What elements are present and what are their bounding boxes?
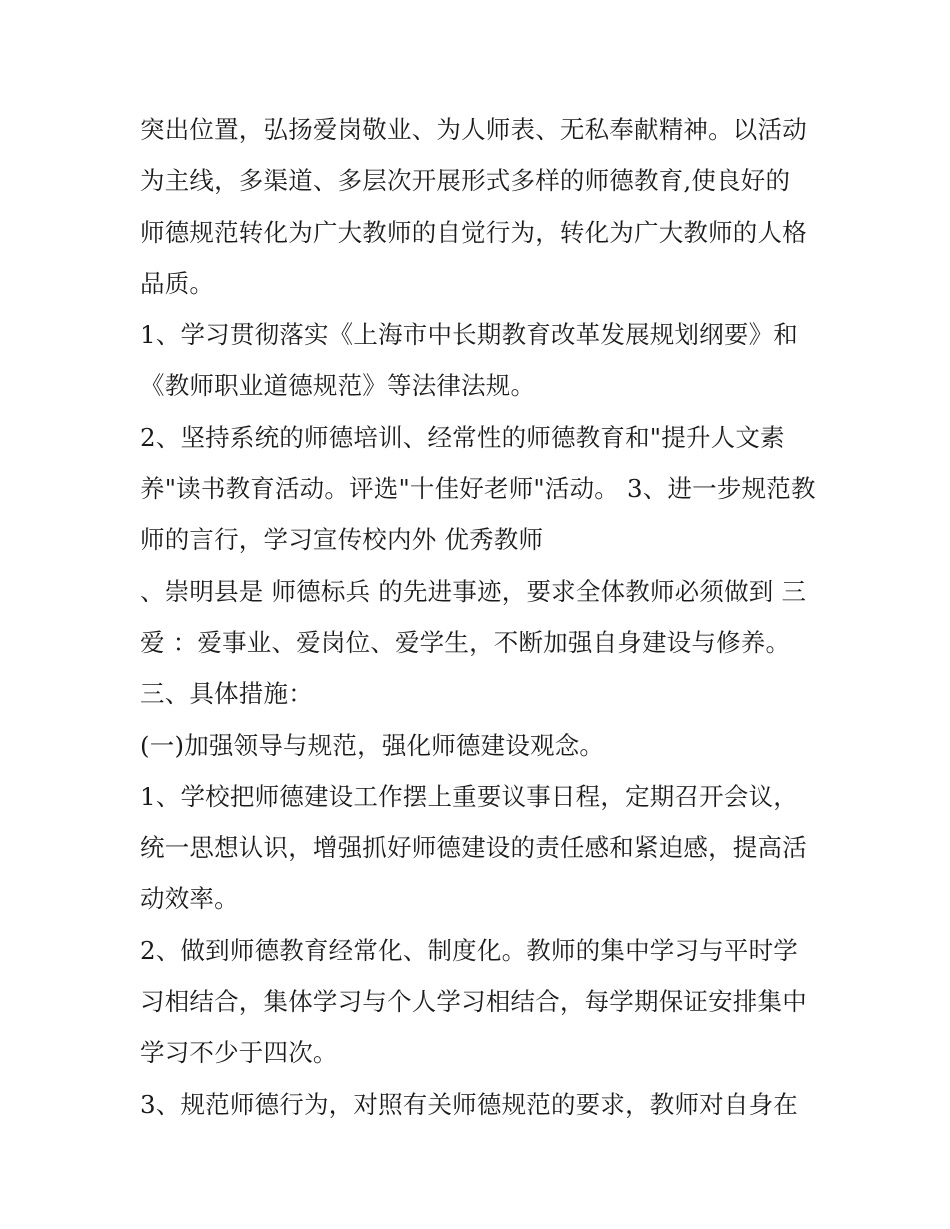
text-line: 为主线，多渠道、多层次开展形式多样的师德教育,使良好的 [140, 166, 791, 196]
text-line: 养"读书教育活动。评选"十佳好老师"活动。 3、进一步规范教 [140, 474, 816, 504]
document-body [140, 104, 830, 1130]
section-heading: 三、具体措施： [140, 679, 313, 709]
text-line: 习相结合，集体学习与个人学习相结合，每学期保证安排集中 [140, 987, 807, 1017]
text-line: 、崇明县是 师德标兵 的先进事迹，要求全体教师必须做到 三 [140, 576, 807, 606]
text-line: 突出位置，弘扬爱岗敬业、为人师表、无私奉献精神。以活动 [140, 115, 807, 144]
text-line: 1、学校把师德建设工作摆上重要议事日程，定期召开会议， [140, 781, 798, 811]
text-line: 2、做到师德教育经常化、制度化。教师的集中学习与平时学 [140, 935, 798, 965]
text-line: 1、学习贯彻落实《上海市中长期教育改革发展规划纲要》和 [140, 320, 798, 350]
text-line: 爱 ：爱事业、爱岗位、爱学生，不断加强自身建设与修养。 [140, 627, 791, 657]
subsection-heading: (一)加强领导与规范，强化师德建设观念。 [140, 730, 605, 760]
text-line: 2、坚持系统的师德培训、经常性的师德教育和"提升人文素 [140, 422, 785, 452]
text-line: 品质。 [140, 268, 215, 298]
text-line: 师的言行，学习宣传校内外 优秀教师 [140, 525, 544, 555]
text-line: 3、规范师德行为，对照有关师德规范的要求，教师对自身在 [140, 1089, 798, 1119]
text-line: 统一思想认识，增强抓好师德建设的责任感和紧迫感，提高活 [140, 833, 807, 863]
text-line: 动效率。 [140, 884, 239, 914]
text-line: 师德规范转化为广大教师的自觉行为，转化为广大教师的人格 [140, 217, 807, 247]
text-line: 学习不少于四次。 [140, 1038, 338, 1068]
text-line: 《教师职业道德规范》等法律法规。 [140, 371, 536, 401]
